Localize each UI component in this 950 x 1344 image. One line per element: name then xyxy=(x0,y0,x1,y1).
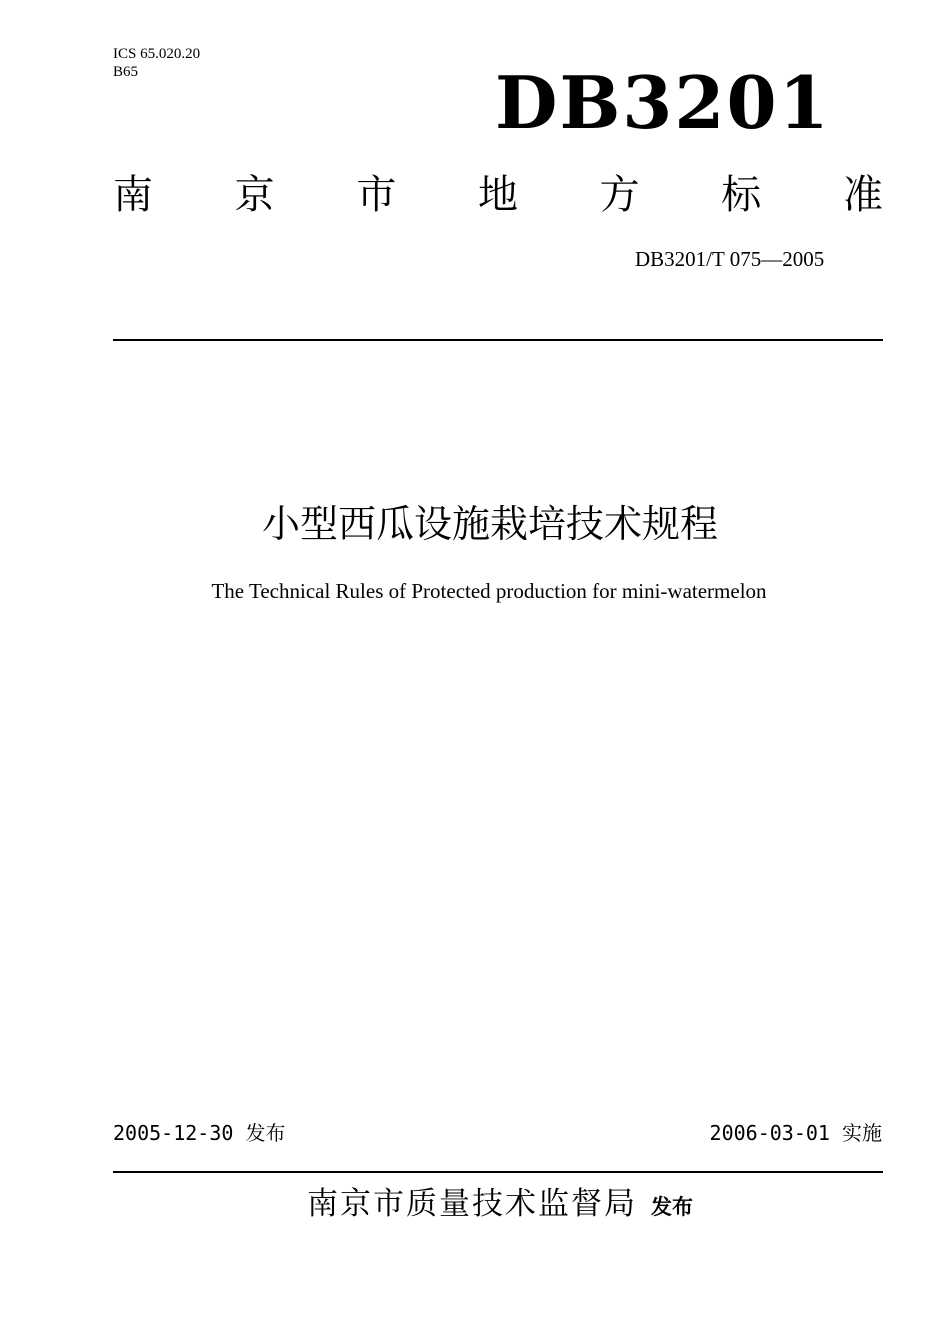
standard-type-heading xyxy=(113,170,883,220)
standard-type-char: 市 xyxy=(356,172,397,218)
standard-code: DB3201 xyxy=(495,60,831,145)
issue-date: 2005-12-30 发布 xyxy=(113,1121,286,1145)
classification-codes xyxy=(113,45,200,81)
publisher-verb: 发布 xyxy=(651,1195,693,1219)
footer-divider xyxy=(113,1171,883,1173)
ccs-code: B65 xyxy=(113,64,139,80)
standard-number: DB3201/T 075—2005 xyxy=(635,247,825,271)
document-title-english: The Technical Rules of Protected production for mini-watermelon xyxy=(211,579,767,603)
publisher-organization: 南京市质量技术监督局 xyxy=(307,1186,637,1222)
standard-type-char: 方 xyxy=(599,172,640,218)
standard-type-char: 标 xyxy=(721,172,762,218)
header-divider xyxy=(113,339,883,341)
standard-type-char: 准 xyxy=(842,172,883,218)
standard-type-char: 地 xyxy=(477,172,518,218)
standard-type-char: 京 xyxy=(234,172,275,218)
ics-code: ICS 65.020.20 xyxy=(113,46,201,62)
standard-type-char: 南 xyxy=(113,172,153,218)
document-title-chinese: 小型西瓜设施栽培技术规程 xyxy=(261,502,718,546)
publisher-line xyxy=(0,1184,950,1224)
implementation-date: 2006-03-01 实施 xyxy=(709,1121,882,1145)
